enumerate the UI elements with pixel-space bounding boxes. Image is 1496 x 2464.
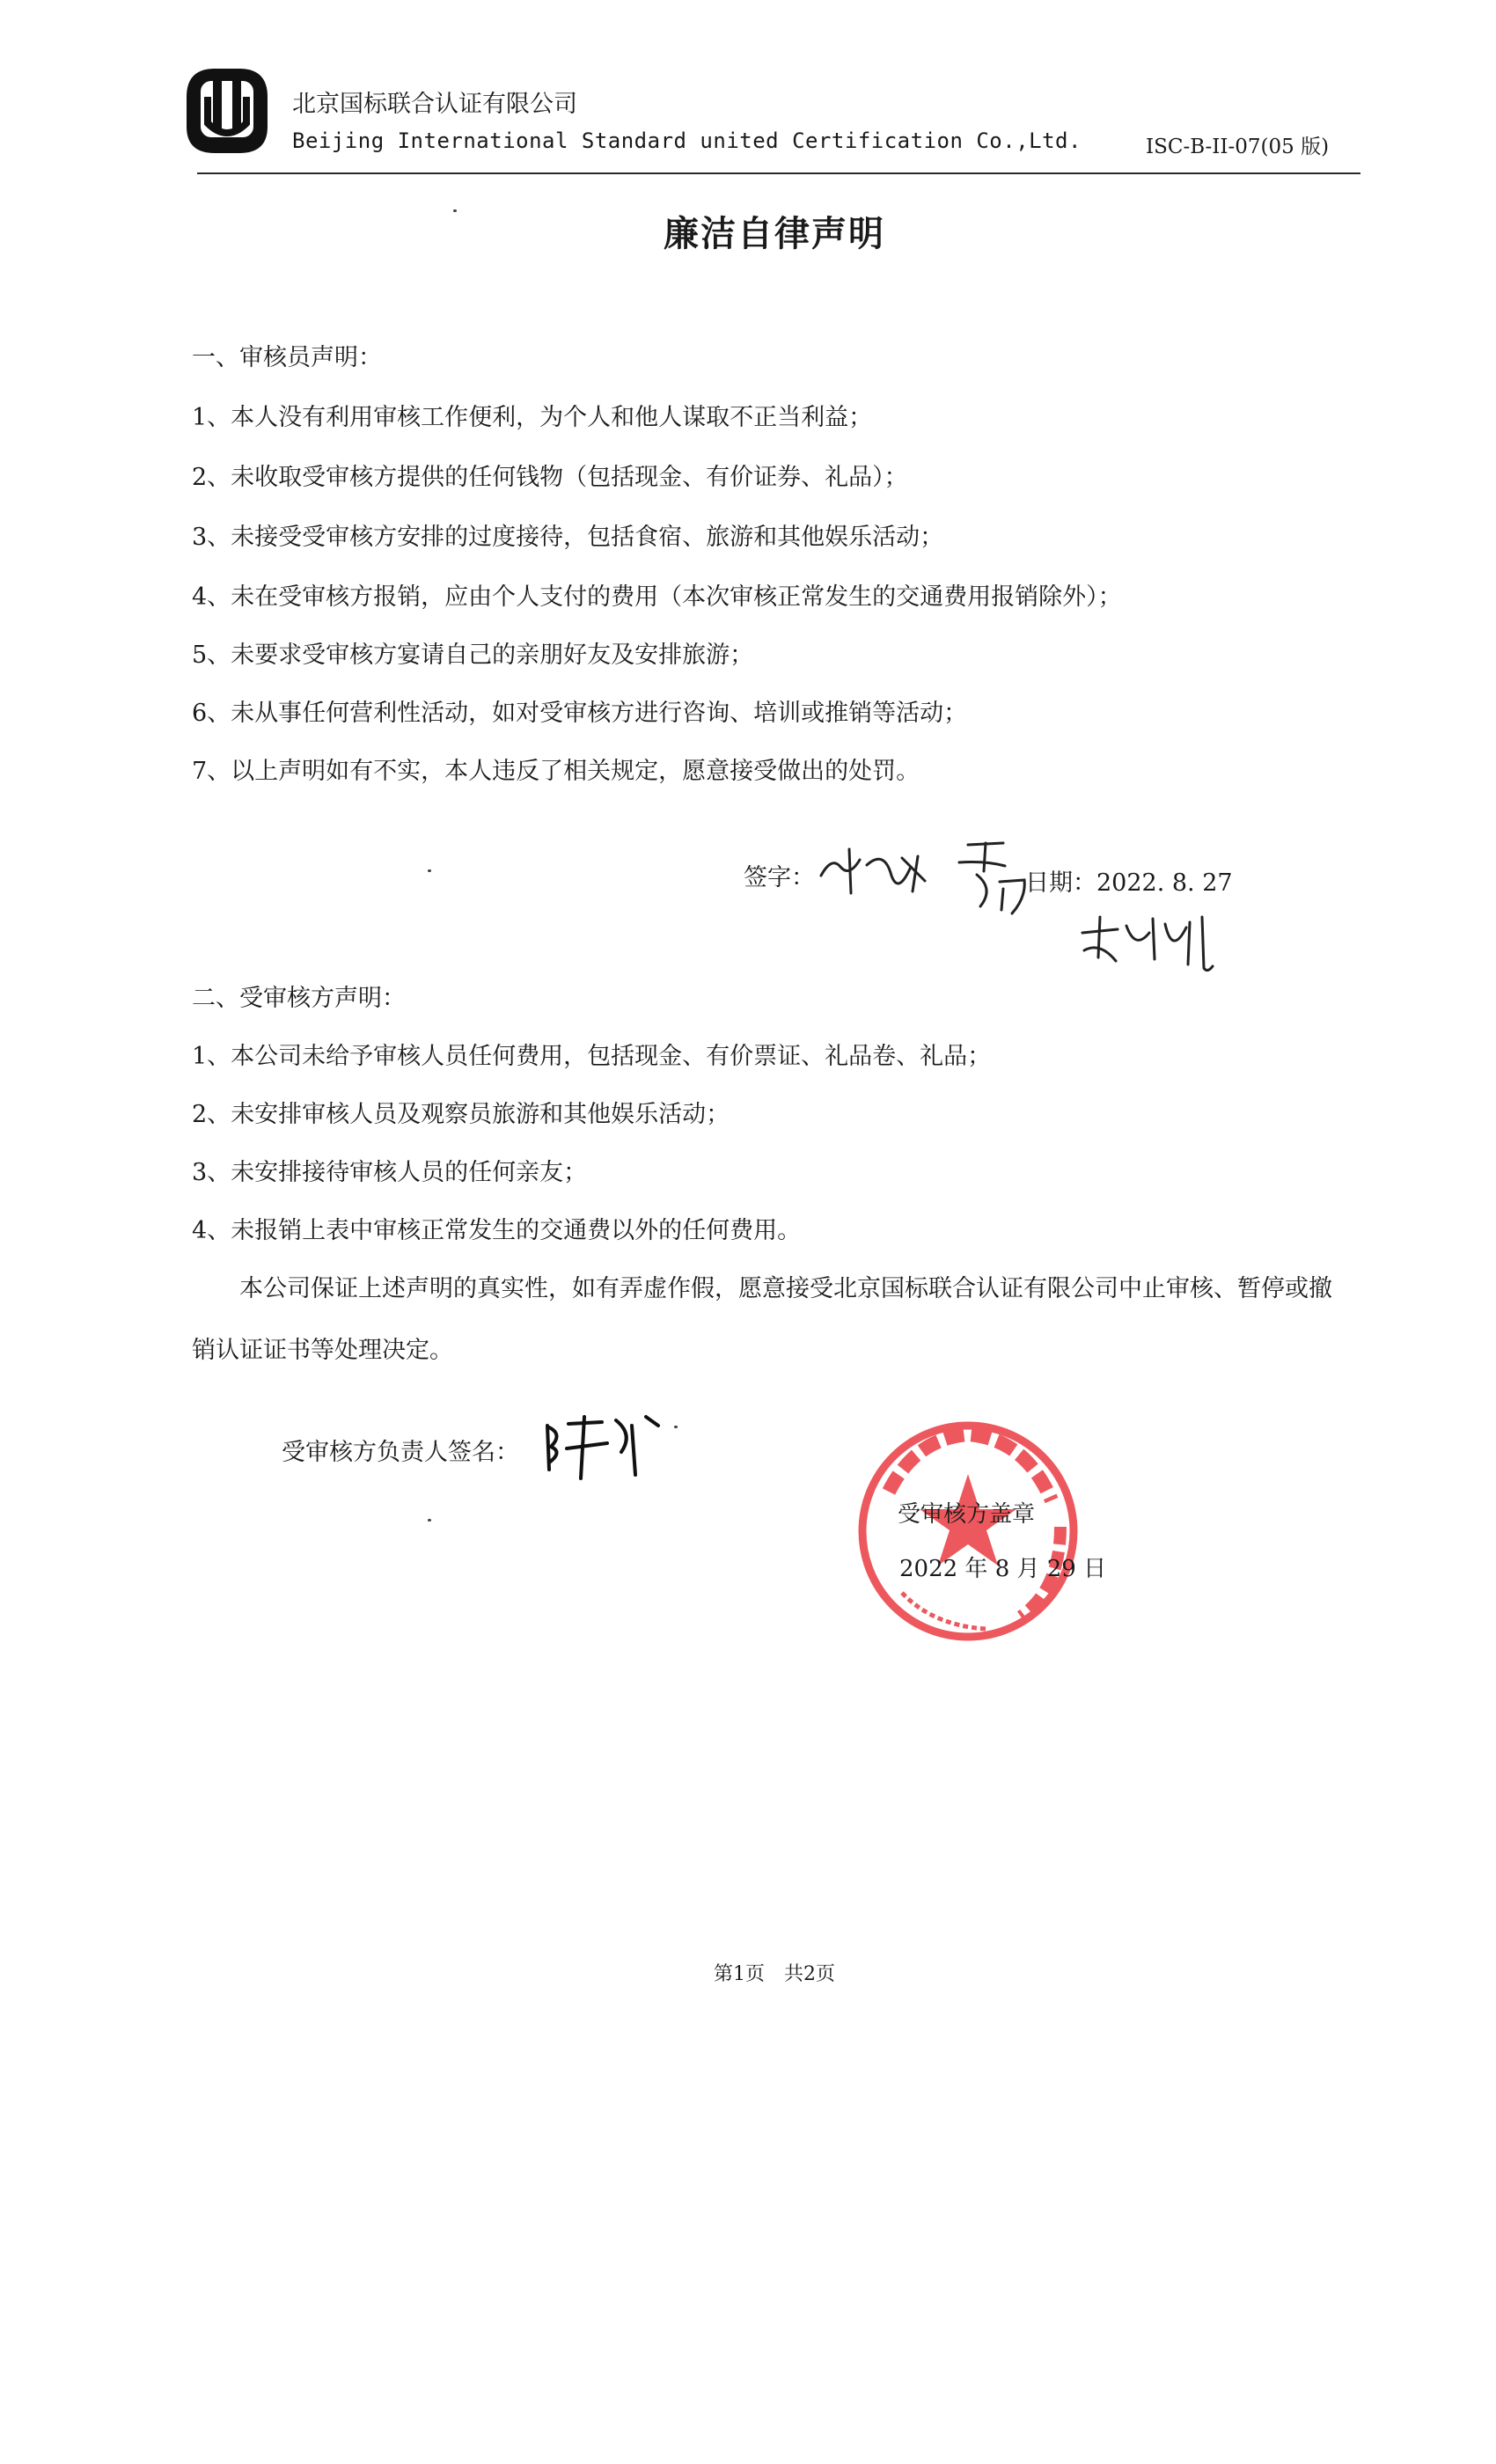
seal-caption: 受审核方盖章 xyxy=(898,1501,1036,1528)
scan-speck xyxy=(674,1426,678,1428)
signature-auditor-3 xyxy=(1074,906,1223,977)
section1-item: 4、未在受审核方报销，应由个人支付的费用（本次审核正常发生的交通费用报销除外）； xyxy=(192,583,1122,611)
header-divider xyxy=(197,172,1360,174)
signature-auditor-2 xyxy=(950,836,1038,924)
guarantee-paragraph: 本公司保证上述声明的真实性，如有弄虚作假，愿意接受北京国标联合认证有限公司中止审核、暂停或撤销认证证书等处理决定。 xyxy=(192,1275,1332,1364)
section1-item: 5、未要求受审核方宴请自己的亲朋好友及安排旅游； xyxy=(192,642,754,669)
section2-item: 2、未安排审核人员及观察员旅游和其他娱乐活动； xyxy=(192,1101,730,1128)
document-number: ISC-B-II-07(05 版) xyxy=(1146,136,1330,158)
section2-item: 1、本公司未给予审核人员任何费用，包括现金、有价票证、礼品卷、礼品； xyxy=(192,1043,992,1070)
sign-date: 日期：2022. 8. 27 xyxy=(1025,869,1233,897)
signature-auditor-1 xyxy=(814,840,937,902)
section2-item: 3、未安排接待审核人员的任何亲友； xyxy=(192,1159,588,1186)
section1-item: 3、未接受受审核方安排的过度接待，包括食宿、旅游和其他娱乐活动； xyxy=(192,524,944,551)
seal-date: 2022 年 8 月 29 日 xyxy=(899,1556,1107,1582)
company-logo xyxy=(180,62,275,160)
section1-heading: 一、审核员声明： xyxy=(192,344,382,371)
company-name-en: Beijing International Standard united Certification Co.,Ltd. xyxy=(292,128,1082,153)
scan-speck xyxy=(428,1519,431,1522)
section1-item: 7、以上声明如有不实，本人违反了相关规定，愿意接受做出的处罚。 xyxy=(192,758,920,785)
section1-item: 1、本人没有利用审核工作便利，为个人和他人谋取不正当利益； xyxy=(192,404,873,431)
section2-item: 4、未报销上表中审核正常发生的交通费以外的任何费用。 xyxy=(192,1217,802,1244)
responsible-sign-label: 受审核方负责人签名： xyxy=(282,1439,519,1466)
signature-responsible xyxy=(537,1408,669,1487)
section2-heading: 二、受审核方声明： xyxy=(192,985,406,1012)
scan-speck xyxy=(453,209,457,212)
sign-label: 签字： xyxy=(744,864,815,891)
document-title: 廉洁自律声明 xyxy=(664,214,885,254)
section1-item: 2、未收取受审核方提供的任何钱物（包括现金、有价证券、礼品）； xyxy=(192,464,908,491)
section1-item: 6、未从事任何营利性活动，如对受审核方进行咨询、培训或推销等活动； xyxy=(192,700,968,727)
company-seal xyxy=(854,1386,1082,1676)
company-name-cn: 北京国标联合认证有限公司 xyxy=(292,91,577,118)
page-number: 第1页 共2页 xyxy=(714,1963,835,1985)
scan-speck xyxy=(428,869,431,872)
